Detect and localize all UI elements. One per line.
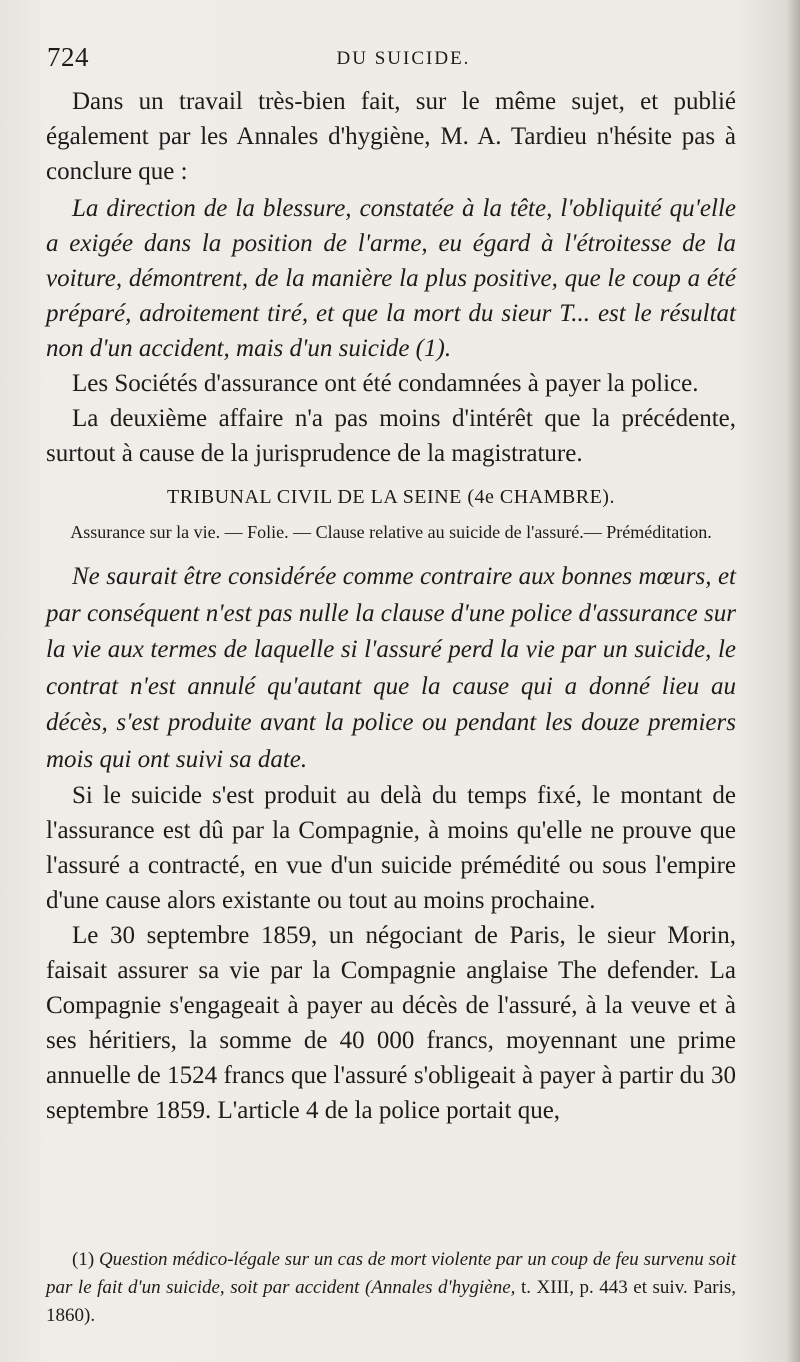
footnote xyxy=(46,1246,736,1330)
paragraph-verdict: Les Sociétés d'assurance ont été condamnées à payer la police. xyxy=(72,370,699,397)
quoted-conclusion: La direction de la blessure, constatée à la tête, l'obliquité qu'elle a exigée dans la position de l'arme, eu égard à l'étroitesse de la voiture, démontrent, de la manière la plus positive, que le coup a été préparé, adroitement tiré, et que la mort du sieur T... est le résultat non d'un accident, mais d'un suicide (1). xyxy=(46,195,736,362)
paragraph-intro: Dans un travail très-bien fait, sur le même sujet, et publié également par les Annales d'hygiène, M. A. Tardieu n'hésite pas à conclure que : xyxy=(46,88,736,185)
footnote-reference: t. XIII, p. 443 et suiv. Paris, 1860). xyxy=(46,1277,736,1326)
court-heading: TRIBUNAL CIVIL DE LA SEINE (4e CHAMBRE). xyxy=(167,486,615,508)
footnote-title: Question médico-légale sur un cas de mort violente par un coup de feu survenu soit par le fait d'un suicide, soit par accident (Annales d'hygiène, xyxy=(46,1249,736,1298)
case-subject: Assurance sur la vie. — Folie. — Clause relative au suicide de l'assuré.— Préméditation. xyxy=(70,522,712,542)
page-edge-shadow xyxy=(786,0,800,1362)
main-text xyxy=(46,84,736,1128)
paragraph-second-case: La deuxième affaire n'a pas moins d'intérêt que la précédente, surtout à cause de la jurisprudence de la magistrature. xyxy=(46,405,736,467)
page-header xyxy=(47,42,760,78)
paragraph-ruling: Si le suicide s'est produit au delà du temps fixé, le montant de l'assurance est dû par la Compagnie, à moins qu'elle ne prouve que l'assuré a contracté, en vue d'un suicide prémédité ou sous l'empire d'une cause alors existante ou tout au moins prochaine. xyxy=(46,782,736,914)
case-summary: Ne saurait être considérée comme contraire aux bonnes mœurs, et par conséquent n'est pas nulle la clause d'une police d'assurance sur la vie aux termes de laquelle si l'assuré perd la vie par un suicide, le contrat n'est annulé qu'autant que la cause qui a donné lieu au décès, s'est produite avant la police ou pendant les douze premiers mois qui ont suivi sa date. xyxy=(46,563,736,773)
running-head: DU SUICIDE. xyxy=(336,48,471,69)
footnote-marker: (1) xyxy=(72,1249,95,1270)
paragraph-facts: Le 30 septembre 1859, un négociant de Paris, le sieur Morin, faisait assurer sa vie par la Compagnie anglaise The defender. La Compagnie s'engageait à payer au décès de l'assuré, à la veuve et à ses héritiers, la somme de 40 000 francs, moyennant une prime annuelle de 1524 francs que l'assuré s'obligeait à payer à partir du 30 septembre 1859. L'article 4 de la police portait que, xyxy=(46,922,736,1124)
page-number: 724 xyxy=(47,42,89,72)
